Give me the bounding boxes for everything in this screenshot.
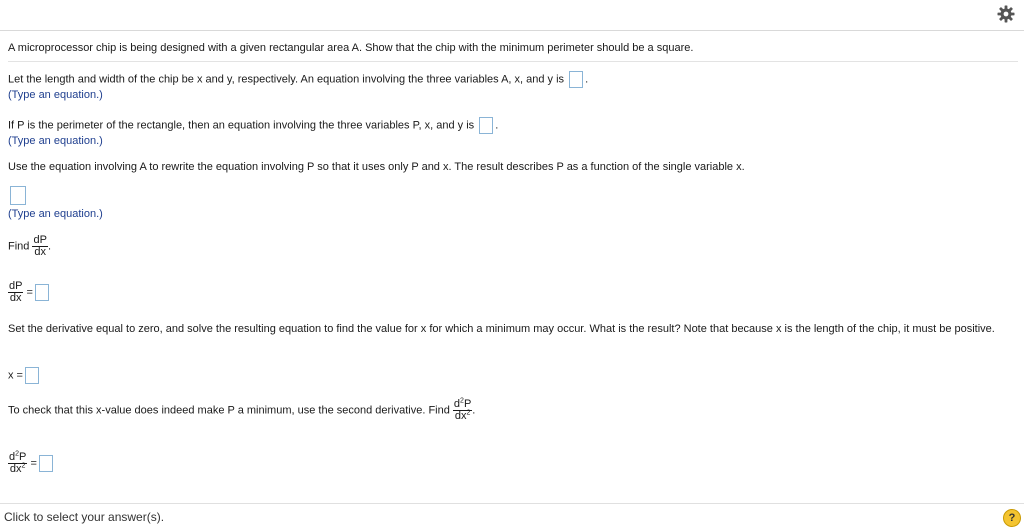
fraction-numerator: dP — [9, 280, 23, 292]
part-4-row — [8, 235, 51, 258]
part-5-text: Set the derivative equal to zero, and solve the resulting equation to find the value for x for which a minimum may occur. What is the result? Note that because x is the length of the chip, it must be positive. — [8, 323, 995, 335]
derivative-fraction — [8, 281, 23, 304]
critical-x-row — [8, 367, 41, 384]
derivative-answer-row — [8, 281, 51, 304]
second-derivative-answer-row — [8, 452, 55, 475]
period: . — [495, 119, 499, 132]
answer-box-perimeter-equation[interactable] — [479, 117, 493, 134]
part-6-text: To check that this x-value does indeed make P a minimum, use the second derivative. Find — [8, 404, 450, 417]
footer-bar — [0, 503, 1024, 530]
second-derivative-fraction — [453, 399, 472, 422]
part-2-row — [8, 117, 498, 134]
answer-box-p-of-x[interactable] — [10, 186, 26, 205]
period: . — [585, 73, 589, 86]
divider — [8, 61, 1018, 62]
part-2-hint: (Type an equation.) — [8, 135, 103, 147]
help-button[interactable]: ? — [1003, 509, 1021, 527]
part-3-hint: (Type an equation.) — [8, 208, 103, 220]
answer-box-critical-x[interactable] — [25, 367, 39, 384]
find-label: Find — [8, 240, 30, 253]
derivative-fraction — [32, 235, 47, 258]
fraction-numerator: $d^2P$ — [9, 450, 27, 463]
fraction-denominator: dx — [9, 292, 22, 304]
answer-box-first-derivative[interactable] — [35, 284, 49, 301]
gear-icon[interactable] — [996, 4, 1016, 24]
period: . — [47, 240, 51, 253]
fraction-numerator: $d^2P$ — [453, 397, 472, 410]
equals-sign: = — [26, 286, 33, 299]
fraction-numerator: dP — [33, 234, 47, 246]
part-2-text: If P is the perimeter of the rectangle, then an equation involving the three variables P, x, and y is — [8, 119, 475, 132]
part-6-row — [8, 399, 475, 422]
fraction-denominator: $dx^2$ — [9, 462, 26, 475]
problem-statement: A microprocessor chip is being designed with a given rectangular area A. Show that the chip with the minimum perimeter should be a square. — [8, 42, 694, 54]
answer-box-second-derivative[interactable] — [39, 455, 53, 472]
fraction-denominator: $dx^2$ — [454, 409, 471, 422]
part-3-text: Use the equation involving A to rewrite the equation involving P so that it uses only P and x. The result describes P as a function of the single variable x. — [8, 161, 745, 173]
part-1-text: Let the length and width of the chip be x and y, respectively. An equation involving the three variables A, x, and y is — [8, 73, 565, 86]
footer-instruction: Click to select your answer(s). — [4, 510, 165, 524]
answer-box-area-equation[interactable] — [569, 71, 583, 88]
part-3-answer-row — [8, 186, 28, 205]
part-1-row — [8, 71, 588, 88]
fraction-denominator: dx — [34, 246, 47, 258]
period: . — [472, 404, 476, 417]
second-derivative-fraction — [8, 452, 27, 475]
top-bar — [0, 0, 1024, 31]
equals-sign: = — [30, 457, 37, 470]
part-1-hint: (Type an equation.) — [8, 89, 103, 101]
x-equals-label: x = — [8, 369, 23, 382]
